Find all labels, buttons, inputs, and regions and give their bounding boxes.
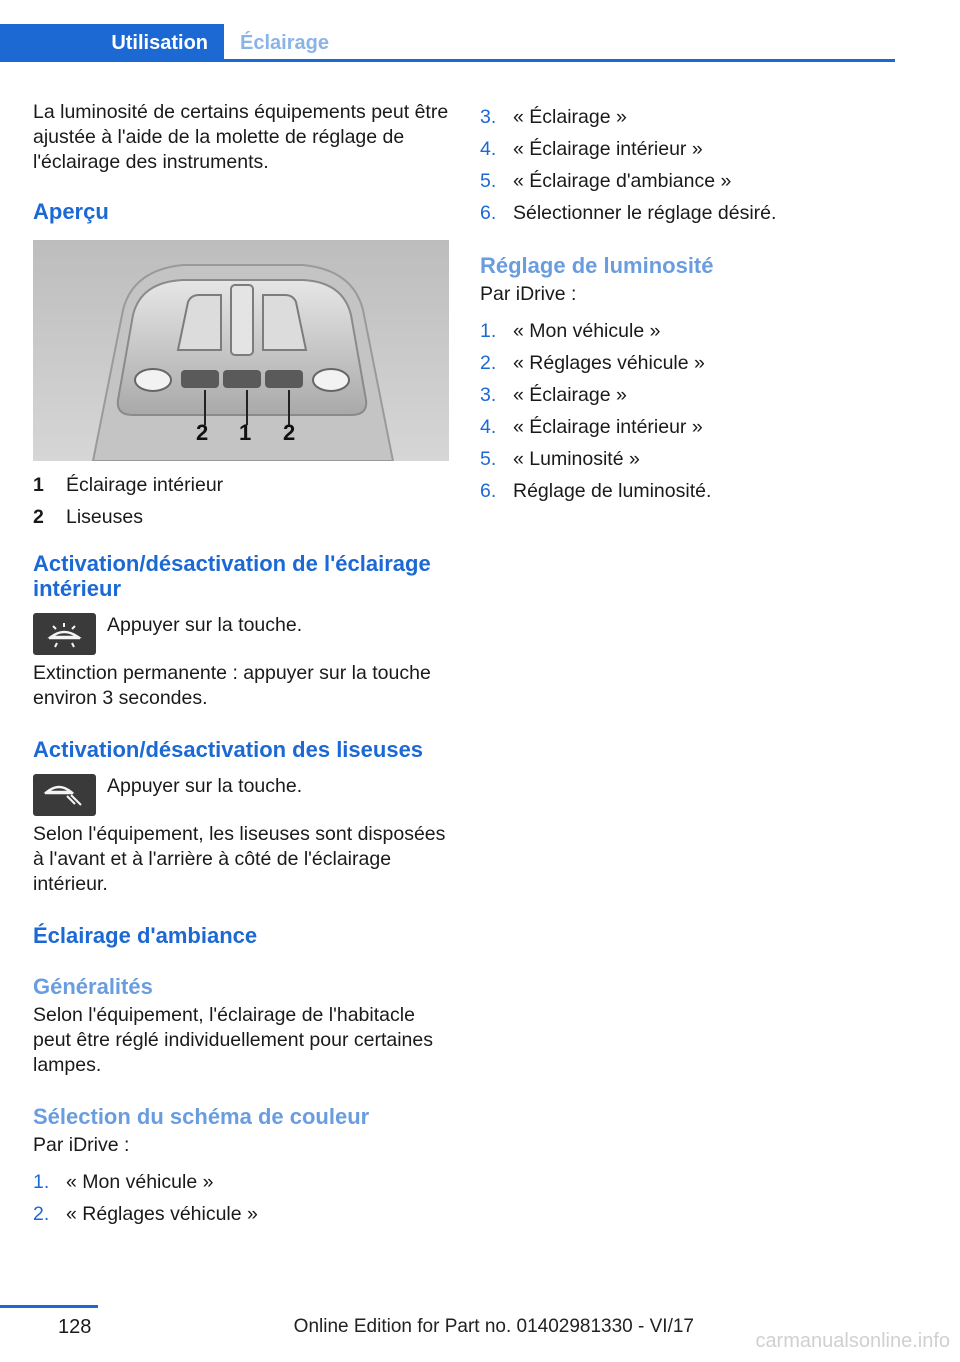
list-item xyxy=(480,379,900,411)
color-scheme-steps-continued xyxy=(480,101,900,229)
left-column xyxy=(33,100,449,1230)
step-number: 5. xyxy=(480,170,497,192)
interior-light-button-icon xyxy=(33,613,96,655)
overhead-console-figure xyxy=(33,240,449,461)
tabbar-underline xyxy=(0,59,895,62)
figure-legend xyxy=(33,469,449,533)
legend-key: 1 xyxy=(33,474,44,496)
reading-light-note: Selon l'équipement, les liseuses sont disposées à l'avant et à l'arrière à côté de l'éclairage intérieur. xyxy=(33,823,446,895)
callout-left: 2 xyxy=(196,420,209,445)
list-item xyxy=(480,101,900,133)
step-number: 3. xyxy=(480,106,497,128)
page-number: 128 xyxy=(58,1316,92,1338)
list-item xyxy=(33,1198,449,1230)
legend-key: 2 xyxy=(33,506,44,528)
tab-utilisation[interactable]: Utilisation xyxy=(0,24,224,62)
step-text: « Éclairage d'ambiance » xyxy=(513,170,732,192)
color-scheme-steps xyxy=(33,1166,449,1230)
footer-rule xyxy=(0,1305,98,1308)
step-number: 3. xyxy=(480,384,497,406)
step-text: « Éclairage intérieur » xyxy=(513,138,703,160)
reading-lights-heading: Activation/désactivation des liseuses xyxy=(33,737,424,762)
list-item xyxy=(480,197,900,229)
watermark: carmanualsonline.info xyxy=(755,1330,950,1352)
legend-item xyxy=(33,469,449,501)
step-text: « Éclairage intérieur » xyxy=(513,416,703,438)
brightness-subheading: Réglage de luminosité xyxy=(480,253,714,278)
list-item xyxy=(480,165,900,197)
step-text: « Réglages véhicule » xyxy=(66,1203,258,1225)
color-scheme-intro: Par iDrive : xyxy=(33,1134,130,1156)
callout-right: 2 xyxy=(283,420,296,445)
step-text: « Éclairage » xyxy=(513,106,627,128)
step-number: 6. xyxy=(480,480,497,502)
step-text: Réglage de luminosité. xyxy=(513,480,712,502)
ambient-lighting-heading: Éclairage d'ambiance xyxy=(33,923,258,948)
overhead-console-illustration xyxy=(33,240,449,461)
list-item xyxy=(480,475,900,507)
apercu-heading: Aperçu xyxy=(33,199,109,224)
brightness-intro: Par iDrive : xyxy=(480,283,577,305)
step-number: 2. xyxy=(33,1203,50,1225)
brightness-steps xyxy=(480,315,900,507)
interior-light-heading: Activation/désactivation de l'éclairage intérieur xyxy=(33,551,431,601)
step-number: 2. xyxy=(480,352,497,374)
step-text: « Réglages véhicule » xyxy=(513,352,705,374)
callout-center: 1 xyxy=(239,420,252,445)
interior-light-press: Appuyer sur la touche. xyxy=(107,614,303,636)
list-item xyxy=(480,443,900,475)
reading-light-button-icon xyxy=(33,774,96,816)
right-column xyxy=(480,101,900,507)
chapter-tabbar xyxy=(0,24,895,62)
interior-light-instruction xyxy=(33,613,449,655)
list-item xyxy=(480,347,900,379)
reading-light-press: Appuyer sur la touche. xyxy=(107,775,303,797)
step-number: 1. xyxy=(480,320,497,342)
color-scheme-subheading: Sélection du schéma de couleur xyxy=(33,1104,370,1129)
list-item xyxy=(480,411,900,443)
step-text: « Éclairage » xyxy=(513,384,627,406)
intro-paragraph: La luminosité de certains équipements peut être ajustée à l'aide de la molette de réglage de l'éclairage des instruments. xyxy=(33,101,449,173)
step-text: « Luminosité » xyxy=(513,448,640,470)
general-paragraph: Selon l'équipement, l'éclairage de l'habitacle peut être réglé individuellement pour certaines lampes. xyxy=(33,1004,433,1076)
step-text: « Mon véhicule » xyxy=(513,320,661,342)
step-number: 6. xyxy=(480,202,497,224)
reading-light-instruction xyxy=(33,774,449,816)
step-number: 4. xyxy=(480,416,497,438)
legend-label: Liseuses xyxy=(66,506,143,528)
list-item xyxy=(33,1166,449,1198)
permanent-off-note: Extinction permanente : appuyer sur la touche environ 3 secondes. xyxy=(33,662,431,709)
tab-eclairage[interactable]: Éclairage xyxy=(240,32,329,54)
legend-label: Éclairage intérieur xyxy=(66,474,224,496)
general-subheading: Généralités xyxy=(33,974,153,999)
list-item xyxy=(480,315,900,347)
list-item xyxy=(480,133,900,165)
legend-item xyxy=(33,501,449,533)
step-text: Sélectionner le réglage désiré. xyxy=(513,202,777,224)
step-number: 5. xyxy=(480,448,497,470)
step-number: 4. xyxy=(480,138,497,160)
step-number: 1. xyxy=(33,1171,50,1193)
edition-line: Online Edition for Part no. 01402981330 - VI/17 xyxy=(293,1316,694,1337)
step-text: « Mon véhicule » xyxy=(66,1171,214,1193)
